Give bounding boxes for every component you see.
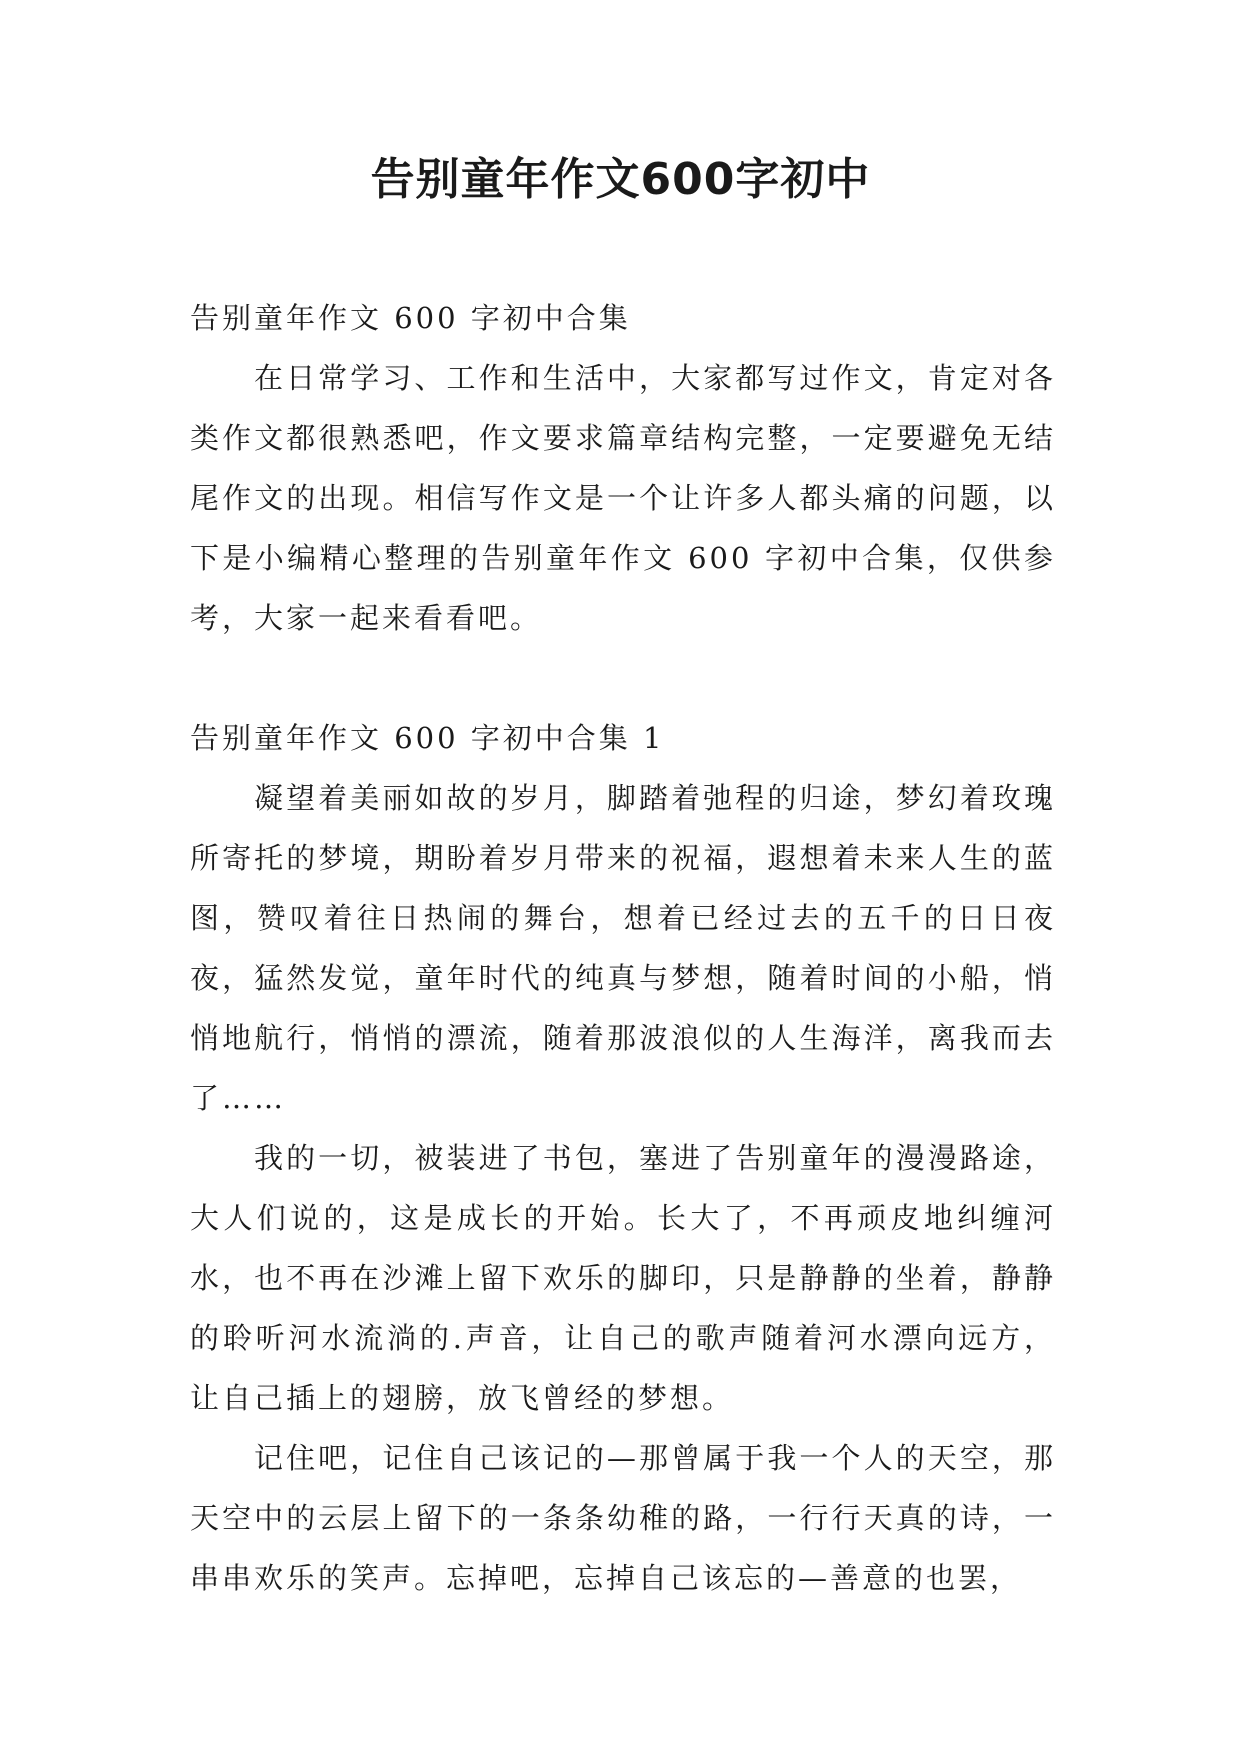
body-paragraph-1: 凝望着美丽如故的岁月，脚踏着弛程的归途，梦幻着玫瑰所寄托的梦境，期盼着岁月带来的祝福，遐想着未来人生的蓝图，赞叹着往日热闹的舞台，想着已经过去的五千的日日夜夜，猛然发觉，童年时代的纯真与梦想，随着时间的小船，悄悄地航行，悄悄的漂流，随着那波浪似的人生海洋，离我而去了……	[190, 781, 1056, 1115]
body-paragraph-2: 我的一切，被装进了书包，塞进了告别童年的漫漫路途，大人们说的，这是成长的开始。长大了，不再顽皮地纠缠河水，也不再在沙滩上留下欢乐的脚印，只是静静的坐着，静静的聆听河水流淌的.声音，让自己的歌声随着河水漂向远方，让自己插上的翅膀，放飞曾经的梦想。	[190, 1141, 1056, 1415]
section-gap	[190, 648, 1056, 708]
body-paragraph-3: 记住吧，记住自己该记的—那曾属于我一个人的天空，那天空中的云层上留下的一条条幼稚的路，一行行天真的诗，一串串欢乐的笑声。忘掉吧，忘掉自己该忘的—善意的也罢，	[190, 1441, 1056, 1595]
document-title: 告别童年作文600字初中	[370, 154, 871, 205]
document-body	[190, 288, 1056, 1608]
intro-paragraph: 在日常学习、工作和生活中，大家都写过作文，肯定对各类作文都很熟悉吧，作文要求篇章结构完整，一定要避免无结尾作文的出现。相信写作文是一个让许多人都头痛的问题，以下是小编精心整理的告别童年作文 600 字初中合集，仅供参考，大家一起来看看吧。	[190, 361, 1056, 635]
section-heading-1: 告别童年作文 600 字初中合集 1	[190, 721, 665, 755]
section-heading-main: 告别童年作文 600 字初中合集	[190, 301, 631, 335]
